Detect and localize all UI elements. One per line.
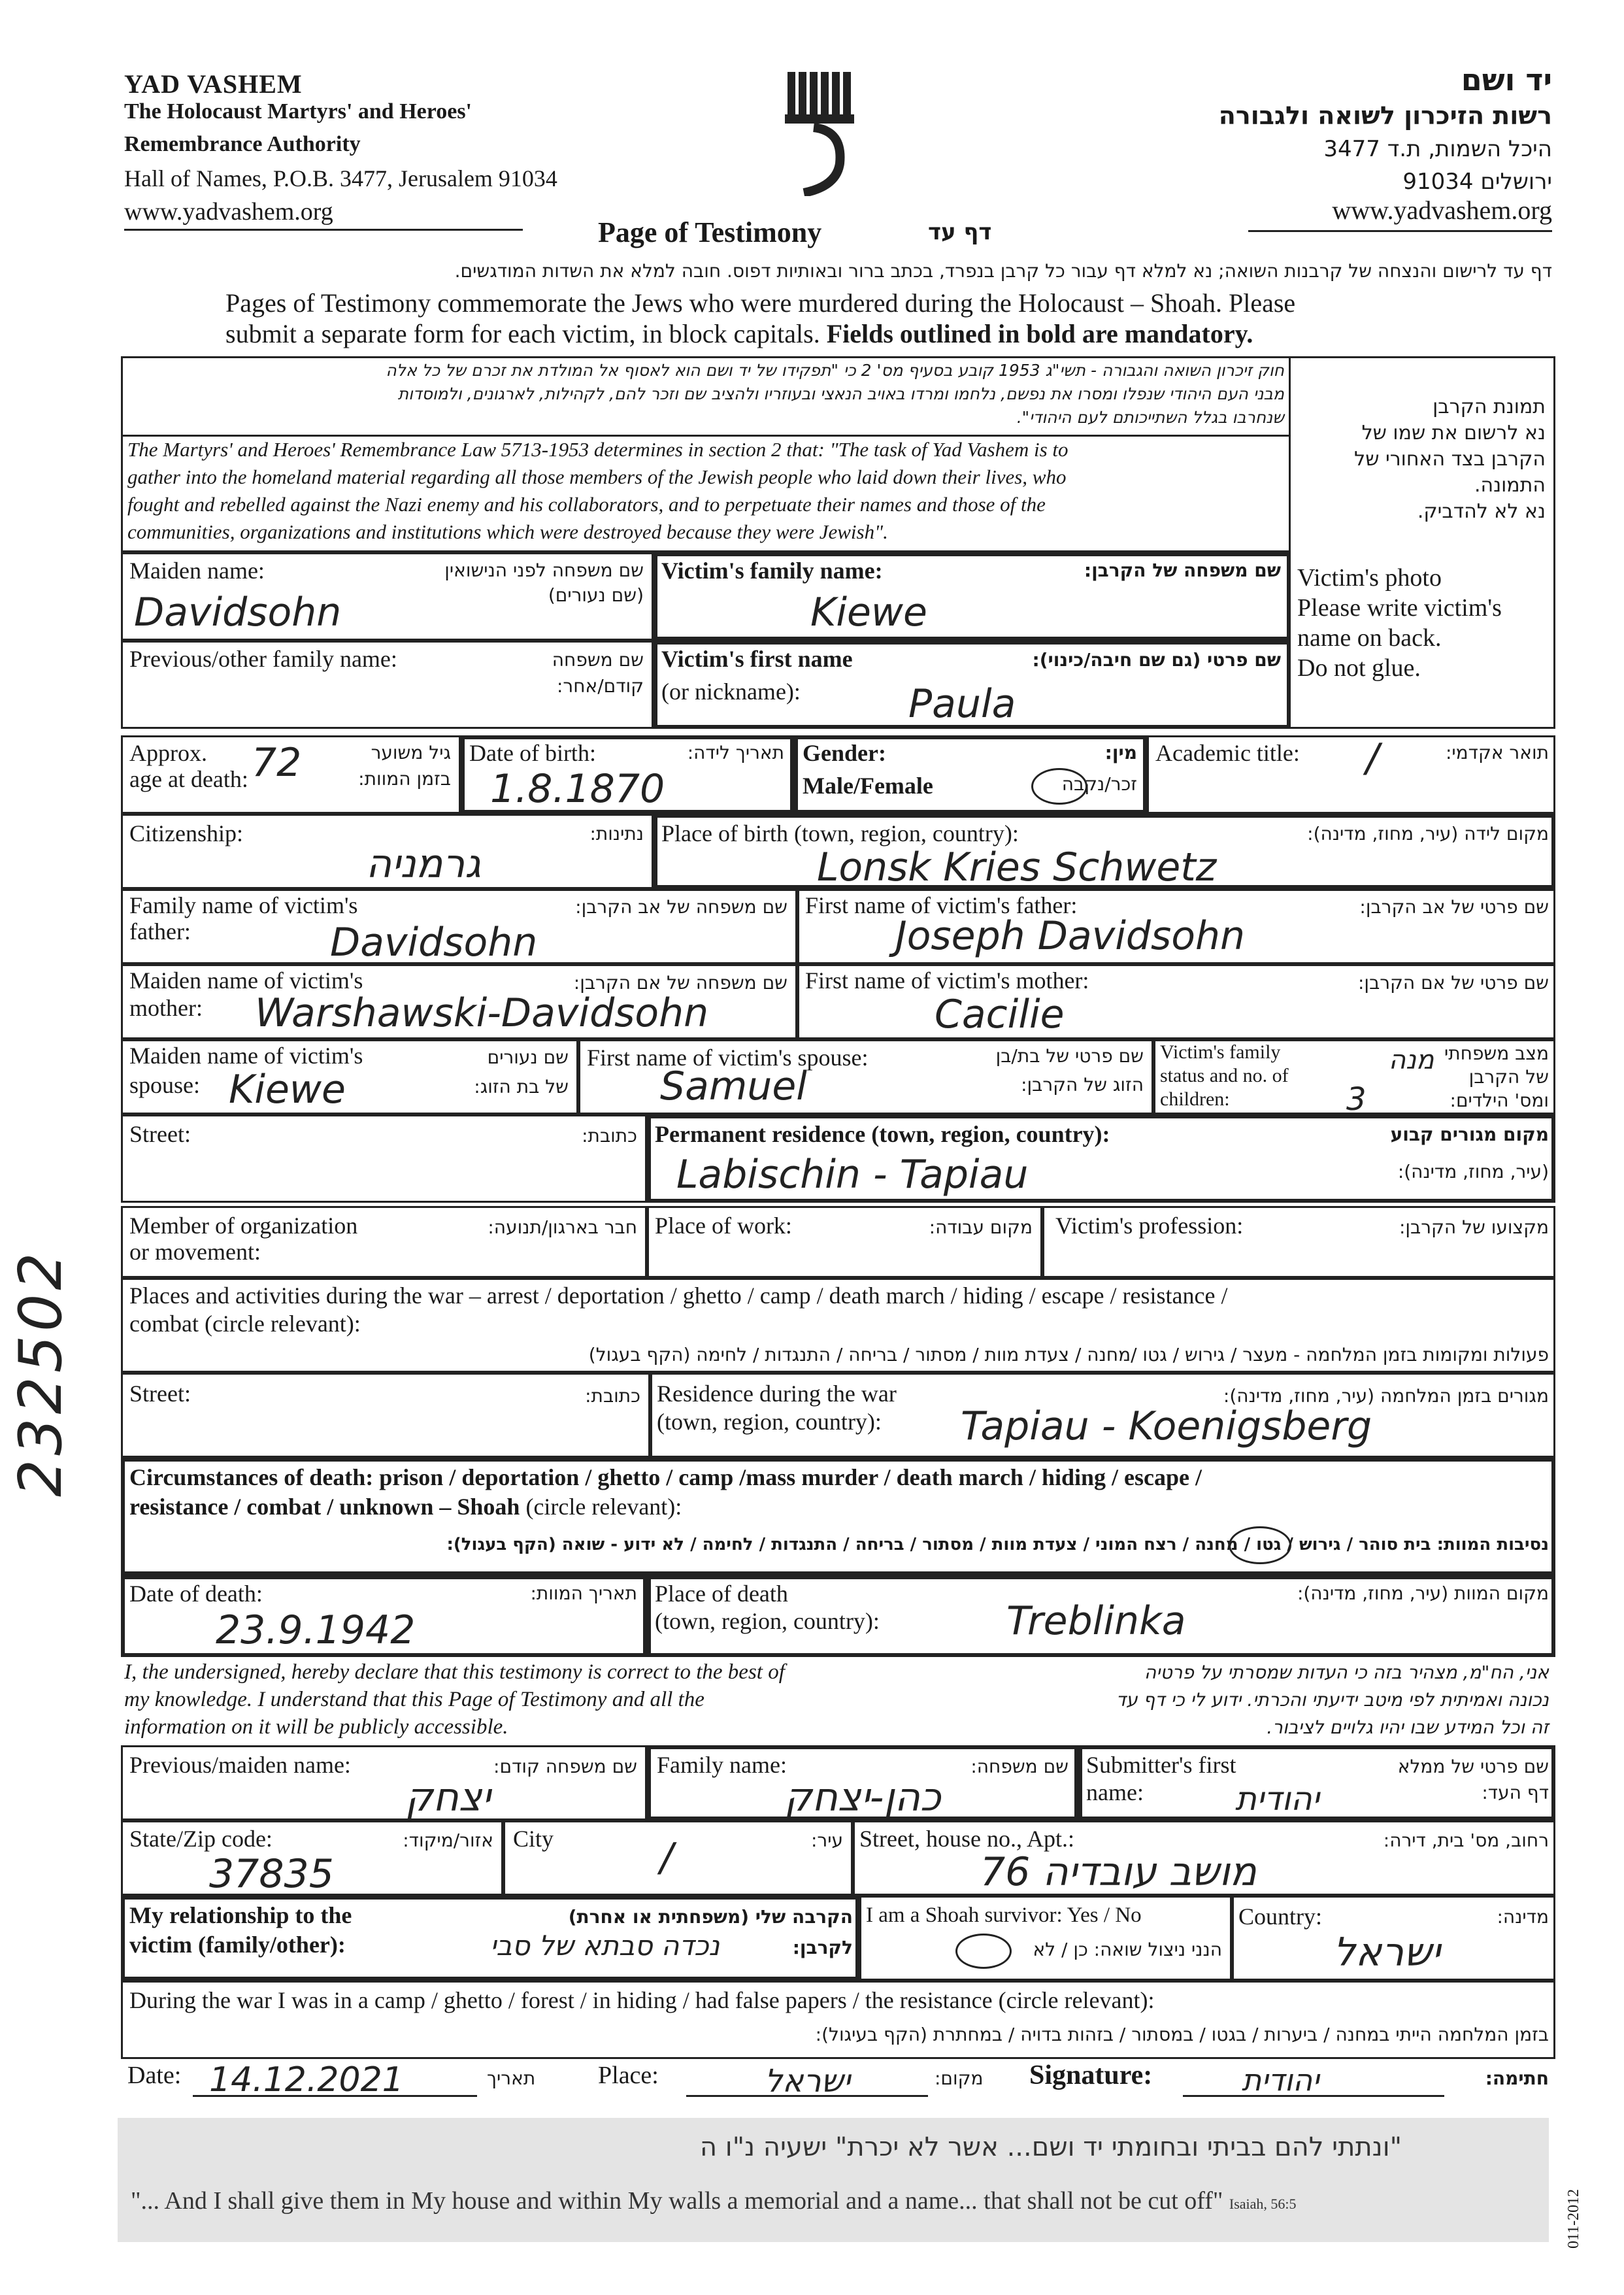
father-family-name-label: Family name of victim's [129,892,358,918]
maiden-name-label-hebrew: שם משפחה לפני הנישואין [444,560,644,581]
place-underline [686,2095,928,2097]
family-status-label-3: children: [1160,1088,1230,1110]
war-residence-label-hebrew: מגורים בזמן המלחמה (עיר, מחוז, מדינה): [1223,1385,1549,1407]
first-name-label-2: (or nickname): [661,678,801,705]
gender-label: Gender: [803,740,886,766]
law-hebrew-2: מבני העם היהודי שנפלו ומסרו את נפשם, נלחמו ומרדו באויב הנאצי ובעוזריו ולהציב שם וזכר להם, לקהילות, לארגונים, ולמוסדות [397,384,1284,403]
survivor-label-hebrew: הנני ניצול שואה: כן / לא [1033,1939,1222,1960]
spouse-maiden-name-label-2: spouse: [129,1072,200,1098]
academic-title-value[interactable]: / [1366,735,1380,781]
place-of-work-label: Place of work: [655,1213,792,1239]
country-value[interactable]: ישראל [1333,1930,1441,1975]
zip-code-label: State/Zip code: [129,1826,273,1852]
submitter-first-name-label: Submitter's first [1086,1752,1236,1778]
family-status-label-hebrew-2: של הקרבן [1468,1066,1549,1088]
father-family-name-label-hebrew: שם משפחה של אב הקרבן: [575,896,787,918]
photo-english-1: Victim's photo [1297,564,1442,592]
org-address-hebrew-1: היכל השמות, ת.ד 3477 [1323,136,1552,162]
mother-maiden-name-label-2: mother: [129,995,203,1021]
survivor-label: I am a Shoah survivor: Yes / No [866,1903,1142,1927]
photo-english-4: Do not glue. [1297,654,1421,682]
date-label: Date: [127,2062,182,2089]
place-of-work-label-hebrew: מקום עבודה: [929,1216,1033,1238]
form-code: 011-2012 [1565,2188,1582,2249]
relationship-label-hebrew-2: לקרבן: [792,1937,853,1958]
family-status-label: Victim's family [1160,1041,1281,1063]
academic-title-label-hebrew: תואר אקדמי: [1445,742,1549,763]
date-of-death-value[interactable]: 23.9.1942 [216,1607,416,1653]
zip-code-label-hebrew: אזור/מיקוד: [403,1830,493,1851]
submitter-family-name-label: Family name: [657,1752,787,1778]
mother-maiden-name-value[interactable]: Warshawski-Davidsohn [255,990,709,1036]
place-of-death-label-2: (town, region, country): [655,1608,880,1634]
maiden-name-label-hebrew-2: (שם נעורים) [548,584,644,606]
member-label-2: or movement: [129,1239,261,1265]
intro-line-1: Pages of Testimony commemorate the Jews who were murdered during the Holocaust – Shoah. Please [225,288,1296,318]
spouse-maiden-name-label: Maiden name of victim's [129,1043,363,1069]
photo-hebrew-5: נא לא להדביק. [1417,500,1546,523]
relationship-value[interactable]: נכדה סבתא של סבי [490,1930,720,1962]
deportation-circle [1229,1526,1291,1564]
member-label: Member of organization [129,1213,358,1239]
submitter-first-name-value[interactable]: יהודית [1235,1780,1319,1818]
footer-hebrew-quote: "ונתתי להם בביתי ובחומתי יד ושם... אשר לא יכרת" ישעיה נ"ו ה [699,2132,1402,2162]
age-label-hebrew: גיל משוער [371,742,451,763]
page-title-hebrew: דף עד [928,219,992,245]
relationship-label-hebrew: הקרבה שלי (משפחתית או אחרת) [568,1906,853,1928]
father-first-name-value[interactable]: Joseph Davidsohn [895,913,1246,959]
zip-code-value[interactable]: 37835 [209,1851,334,1897]
mother-first-name-value[interactable]: Cacilie [935,992,1065,1037]
place-of-death-label-hebrew: מקום המוות (עיר, מחוז, מדינה): [1297,1583,1549,1604]
war-street-label: Street: [129,1381,191,1407]
previous-name-label: Previous/other family name: [129,646,397,672]
war-street-cell [121,1373,650,1458]
declaration-hebrew-2: נכונה ואמיתית לפי מיטב ידיעתי והכרתי. ידוע לי כי דף עד [1116,1689,1549,1711]
submitter-street-value[interactable]: מושב עובדיה 76 [980,1849,1257,1895]
family-status-label-2: status and no. of [1160,1065,1289,1086]
street-cell [121,1114,647,1203]
org-address-hebrew-2: ירושלים 91034 [1402,169,1552,195]
father-first-name-label-hebrew: שם פרטי של אב הקרבן: [1359,896,1549,918]
permanent-residence-label-hebrew: מקום מגורים קבוע [1390,1124,1549,1145]
citizenship-label-hebrew: נתינות: [589,823,644,845]
first-name-label-hebrew: שם פרטי (גם שם חיבה/כינוי): [1032,649,1281,671]
place-label: Place: [598,2062,659,2089]
age-label-hebrew-2: בזמן המוות: [358,768,451,790]
family-name-label-hebrew: שם משפחה של הקרבן: [1084,560,1281,581]
spouse-maiden-name-value[interactable]: Kiewe [229,1067,346,1113]
dob-label: Date of birth: [469,740,596,766]
previous-name-label-hebrew-2: קודם/אחר: [556,675,644,697]
law-english-3: fought and rebelled against the Nazi enemy and his collaborators, and to perpetuate their names and those of the [127,493,1046,516]
father-family-name-value[interactable]: Davidsohn [330,920,538,965]
age-value[interactable]: 72 [252,740,302,786]
place-label-hebrew: מקום: [935,2068,984,2089]
family-status-value[interactable]: מנה [1389,1045,1434,1075]
intro-hebrew: דף עד לרישום והנצחה של קרבנות השואה; נא למלא דף עבור כל קרבן בנפרד, בכתב ברור ובאותיות דפוס. חובה למלא את השדות המודגשים. [454,260,1552,282]
permanent-residence-value[interactable]: Labischin - Tapiau [676,1152,1029,1198]
declaration-english-1: I, the undersigned, hereby declare that this testimony is correct to the best of [124,1660,785,1684]
law-english-1: The Martyrs' and Heroes' Remembrance Law 5713-1953 determines in section 2 that: "The task of Yad Vashem is to [127,438,1069,461]
during-war-label: During the war I was in a camp / ghetto / forest / in hiding / had false papers / the resistance (circle relevant): [129,1987,1155,2013]
signature-label: Signature: [1029,2060,1153,2090]
date-of-death-label-hebrew: תאריך המוות: [530,1583,637,1604]
org-name: YAD VASHEM [124,69,303,99]
declaration-hebrew-1: אני, הח"מ, מצהיר בזה כי העדות שמסרתי על פרטיה [1144,1662,1549,1683]
submitter-family-name-value[interactable]: כהן-יצחק [784,1775,941,1820]
circumstances-label-2: resistance / combat / unknown – Shoah (circle relevant): [129,1494,682,1520]
date-of-death-label: Date of death: [129,1581,263,1607]
photo-hebrew-4: התמונה. [1474,474,1546,497]
age-label: Approx. [129,740,207,766]
submitter-street-label: Street, house no., Apt.: [859,1826,1074,1852]
intro-line-2: submit a separate form for each victim, in block capitals. Fields outlined in bold are mandatory. [225,319,1253,348]
signature-underline [1183,2095,1444,2097]
photo-hebrew-3: הקרבן בצד האחורי של [1354,448,1546,471]
gender-label-hebrew-2: זכר/נקבה [1061,773,1137,795]
city-cell [503,1820,853,1896]
war-residence-label: Residence during the war [657,1381,897,1407]
org-subtitle-1: The Holocaust Martyrs' and Heroes' [124,99,472,124]
war-activities-label: Places and activities during the war – arrest / deportation / ghetto / camp / death march / hiding / escape / resistance / [129,1282,1228,1309]
margin-number: 232502 [7,1248,75,1497]
mother-maiden-name-label-hebrew: שם משפחה של אם הקרבן: [573,972,787,994]
city-label-hebrew: עיר: [810,1830,843,1851]
spouse-first-name-value[interactable]: Samuel [660,1064,807,1109]
first-name-value[interactable]: Paula [908,681,1016,727]
dob-label-hebrew: תאריך לידה: [687,742,784,763]
law-hebrew-1: חוק זיכרון השואה והגבורה - תשי"ג 1953 קובע בסעיף מס' 2 כי "תפקידו של יד ושם הוא לאסוף אל המולדת את זכרם של כל אלה [386,361,1284,380]
footer-english-quote: "... And I shall give them in My house and within My walls a memorial and a name... that shall not be cut off" Isaiah, 56:5 [131,2187,1297,2215]
signature-label-hebrew: חתימה: [1485,2068,1549,2089]
family-name-value[interactable]: Kiewe [810,590,927,635]
father-first-name-label: First name of victim's father: [805,892,1078,918]
gender-label-hebrew: מין: [1104,742,1137,763]
dob-value[interactable]: 1.8.1870 [490,766,665,812]
gender-label-2: Male/Female [803,773,933,799]
maiden-name-value[interactable]: Davidsohn [134,590,342,635]
children-count-value[interactable]: 3 [1346,1081,1367,1118]
place-of-death-value[interactable]: Treblinka [1006,1598,1186,1644]
submitter-first-name-label-hebrew: שם פרטי של ממלא [1397,1756,1549,1777]
photo-english-2: Please write victim's [1297,594,1502,622]
spouse-first-name-label-hebrew: שם פרטי של בת/בן [995,1045,1144,1067]
gender-female-circle [1031,768,1087,805]
academic-title-label: Academic title: [1155,740,1300,766]
date-value[interactable]: 14.12.2021 [209,2060,404,2100]
mother-first-name-label-hebrew: שם פרטי של אם הקרבן: [1358,972,1549,994]
declaration-english-2: my knowledge. I understand that this Page of Testimony and all the [124,1688,704,1711]
yad-vashem-logo-icon [781,65,859,196]
mother-maiden-name-label: Maiden name of victim's [129,967,363,994]
street-label: Street: [129,1121,191,1147]
city-label: City [513,1826,554,1852]
war-street-label-hebrew: כתובת: [585,1385,640,1407]
date-underline [193,2095,477,2097]
maiden-name-label: Maiden name: [129,558,265,584]
org-subtitle-hebrew: רשות הזיכרון לשואה ולגבורה [1218,101,1552,130]
declaration-hebrew-3: זה וכל המידע שבו יהיו גלויים לציבור. [1267,1717,1549,1738]
org-subtitle-2: Remembrance Authority [124,132,361,156]
place-of-birth-value[interactable]: Lonsk Kries Schwetz [817,845,1217,890]
permanent-residence-label: Permanent residence (town, region, country): [655,1121,1110,1147]
first-name-label: Victim's first name [661,646,853,672]
circumstances-label-hebrew: נסיבות המוות: בית סוהר / גירוש / גטו / מחנה / רצח המוני / צעדת מוות / מסתור / בריחה / התנגדות / לחימה / לא ידוע - שואה (הקף בעגול): [446,1535,1549,1554]
submitter-first-name-label-hebrew-2: דף העד: [1482,1782,1549,1803]
org-address: Hall of Names, P.O.B. 3477, Jerusalem 91034 [124,165,557,192]
submitter-first-name-label-2: name: [1086,1779,1144,1805]
spouse-maiden-name-label-hebrew: שם נעורים [487,1047,569,1068]
mother-first-name-label: First name of victim's mother: [805,967,1089,994]
signature-value[interactable]: יהודית [1242,2062,1319,2098]
war-residence-label-2: (town, region, country): [657,1409,882,1435]
permanent-residence-label-hebrew-2: (עיר, מחוז, מדינה): [1397,1161,1549,1182]
member-label-hebrew: חבר בארגון/תנועה: [488,1216,637,1238]
city-value[interactable]: / [660,1835,674,1881]
profession-label: Victim's profession: [1055,1213,1244,1239]
org-name-hebrew: יד ושם [1461,62,1552,97]
divider [124,229,523,231]
family-status-label-hebrew-3: ומס' הילדים: [1450,1090,1549,1111]
page-title: Page of Testimony [598,216,822,248]
profession-label-hebrew: מקצועו של הקרבן: [1399,1216,1549,1238]
country-label: Country: [1238,1903,1323,1930]
place-of-birth-label: Place of birth (town, region, country): [661,820,1019,846]
submitter-prev-name-value[interactable]: יצחק [405,1775,491,1820]
during-war-label-hebrew: בזמן המלחמה הייתי במחנה / ביערות / בגטו / במסתור / בזהות בדויה / במחתרת (הקף בעיגול): [815,2024,1549,2045]
website-right: www.yadvashem.org [1332,195,1552,225]
war-activities-label-2: combat (circle relevant): [129,1311,361,1337]
family-status-label-hebrew: מצב משפחתי [1444,1043,1549,1064]
website-left: www.yadvashem.org [124,198,333,226]
citizenship-label: Citizenship: [129,820,243,846]
survivor-no-circle [955,1934,1012,1969]
family-name-label: Victim's family name: [661,558,883,584]
relationship-label-2: victim (family/other): [129,1932,346,1958]
place-of-birth-label-hebrew: מקום לידה (עיר, מחוז, מדינה): [1307,823,1549,845]
law-hebrew-3: שנחרבו בגלל השתייכותם לעם היהודי". [1016,408,1284,427]
submitter-family-name-label-hebrew: שם משפחה: [970,1756,1069,1777]
submitter-prev-name-label: Previous/maiden name: [129,1752,351,1778]
place-value[interactable]: ישראל [765,2063,851,2100]
father-family-name-label-2: father: [129,918,191,945]
divider [1248,230,1552,232]
country-label-hebrew: מדינה: [1497,1906,1549,1928]
citizenship-value[interactable]: גרמניה [366,841,481,887]
war-activities-label-hebrew: פעולות ומקומות בזמן המלחמה - מעצר / גירוש / גטו /מחנה / צעדת מוות / מסתור / בריחה / התנגדות / לחימה (הקף בעגול) [588,1344,1549,1365]
law-english-2: gather into the homeland material regarding all those members of the Jewish people who laid down their lives, who [127,465,1067,488]
declaration-english-3: information on it will be publicly accessible. [124,1715,508,1739]
previous-name-label-hebrew: שם משפחה [552,649,644,671]
submitter-street-label-hebrew: רחוב, מס' בית, דירה: [1383,1830,1549,1851]
spouse-maiden-name-label-hebrew-2: של בת הזוג: [474,1076,569,1097]
place-of-death-label: Place of death [655,1581,788,1607]
photo-hebrew-2: נא לרשום את שמו של [1361,422,1546,444]
circumstances-label: Circumstances of death: prison / deportation / ghetto / camp /mass murder / death march / hiding / escape / [129,1464,1202,1490]
divider [121,435,1291,437]
war-residence-value[interactable]: Tapiau - Koenigsberg [961,1403,1372,1449]
submitter-prev-name-label-hebrew: שם משפחה קודם: [493,1756,637,1777]
law-english-4: communities, organizations and institutions which were destroyed because they were Jewish". [127,520,888,543]
street-label-hebrew: כתובת: [582,1125,637,1147]
photo-english-3: name on back. [1297,624,1442,652]
spouse-first-name-label-hebrew-2: הזוג של הקרבן: [1021,1074,1144,1096]
spouse-first-name-label: First name of victim's spouse: [587,1045,869,1071]
relationship-label: My relationship to the [129,1902,352,1928]
age-label-2: age at death: [129,766,248,792]
date-label-hebrew: תאריך [487,2068,536,2089]
photo-hebrew-1: תמונת הקרבן [1433,395,1546,418]
